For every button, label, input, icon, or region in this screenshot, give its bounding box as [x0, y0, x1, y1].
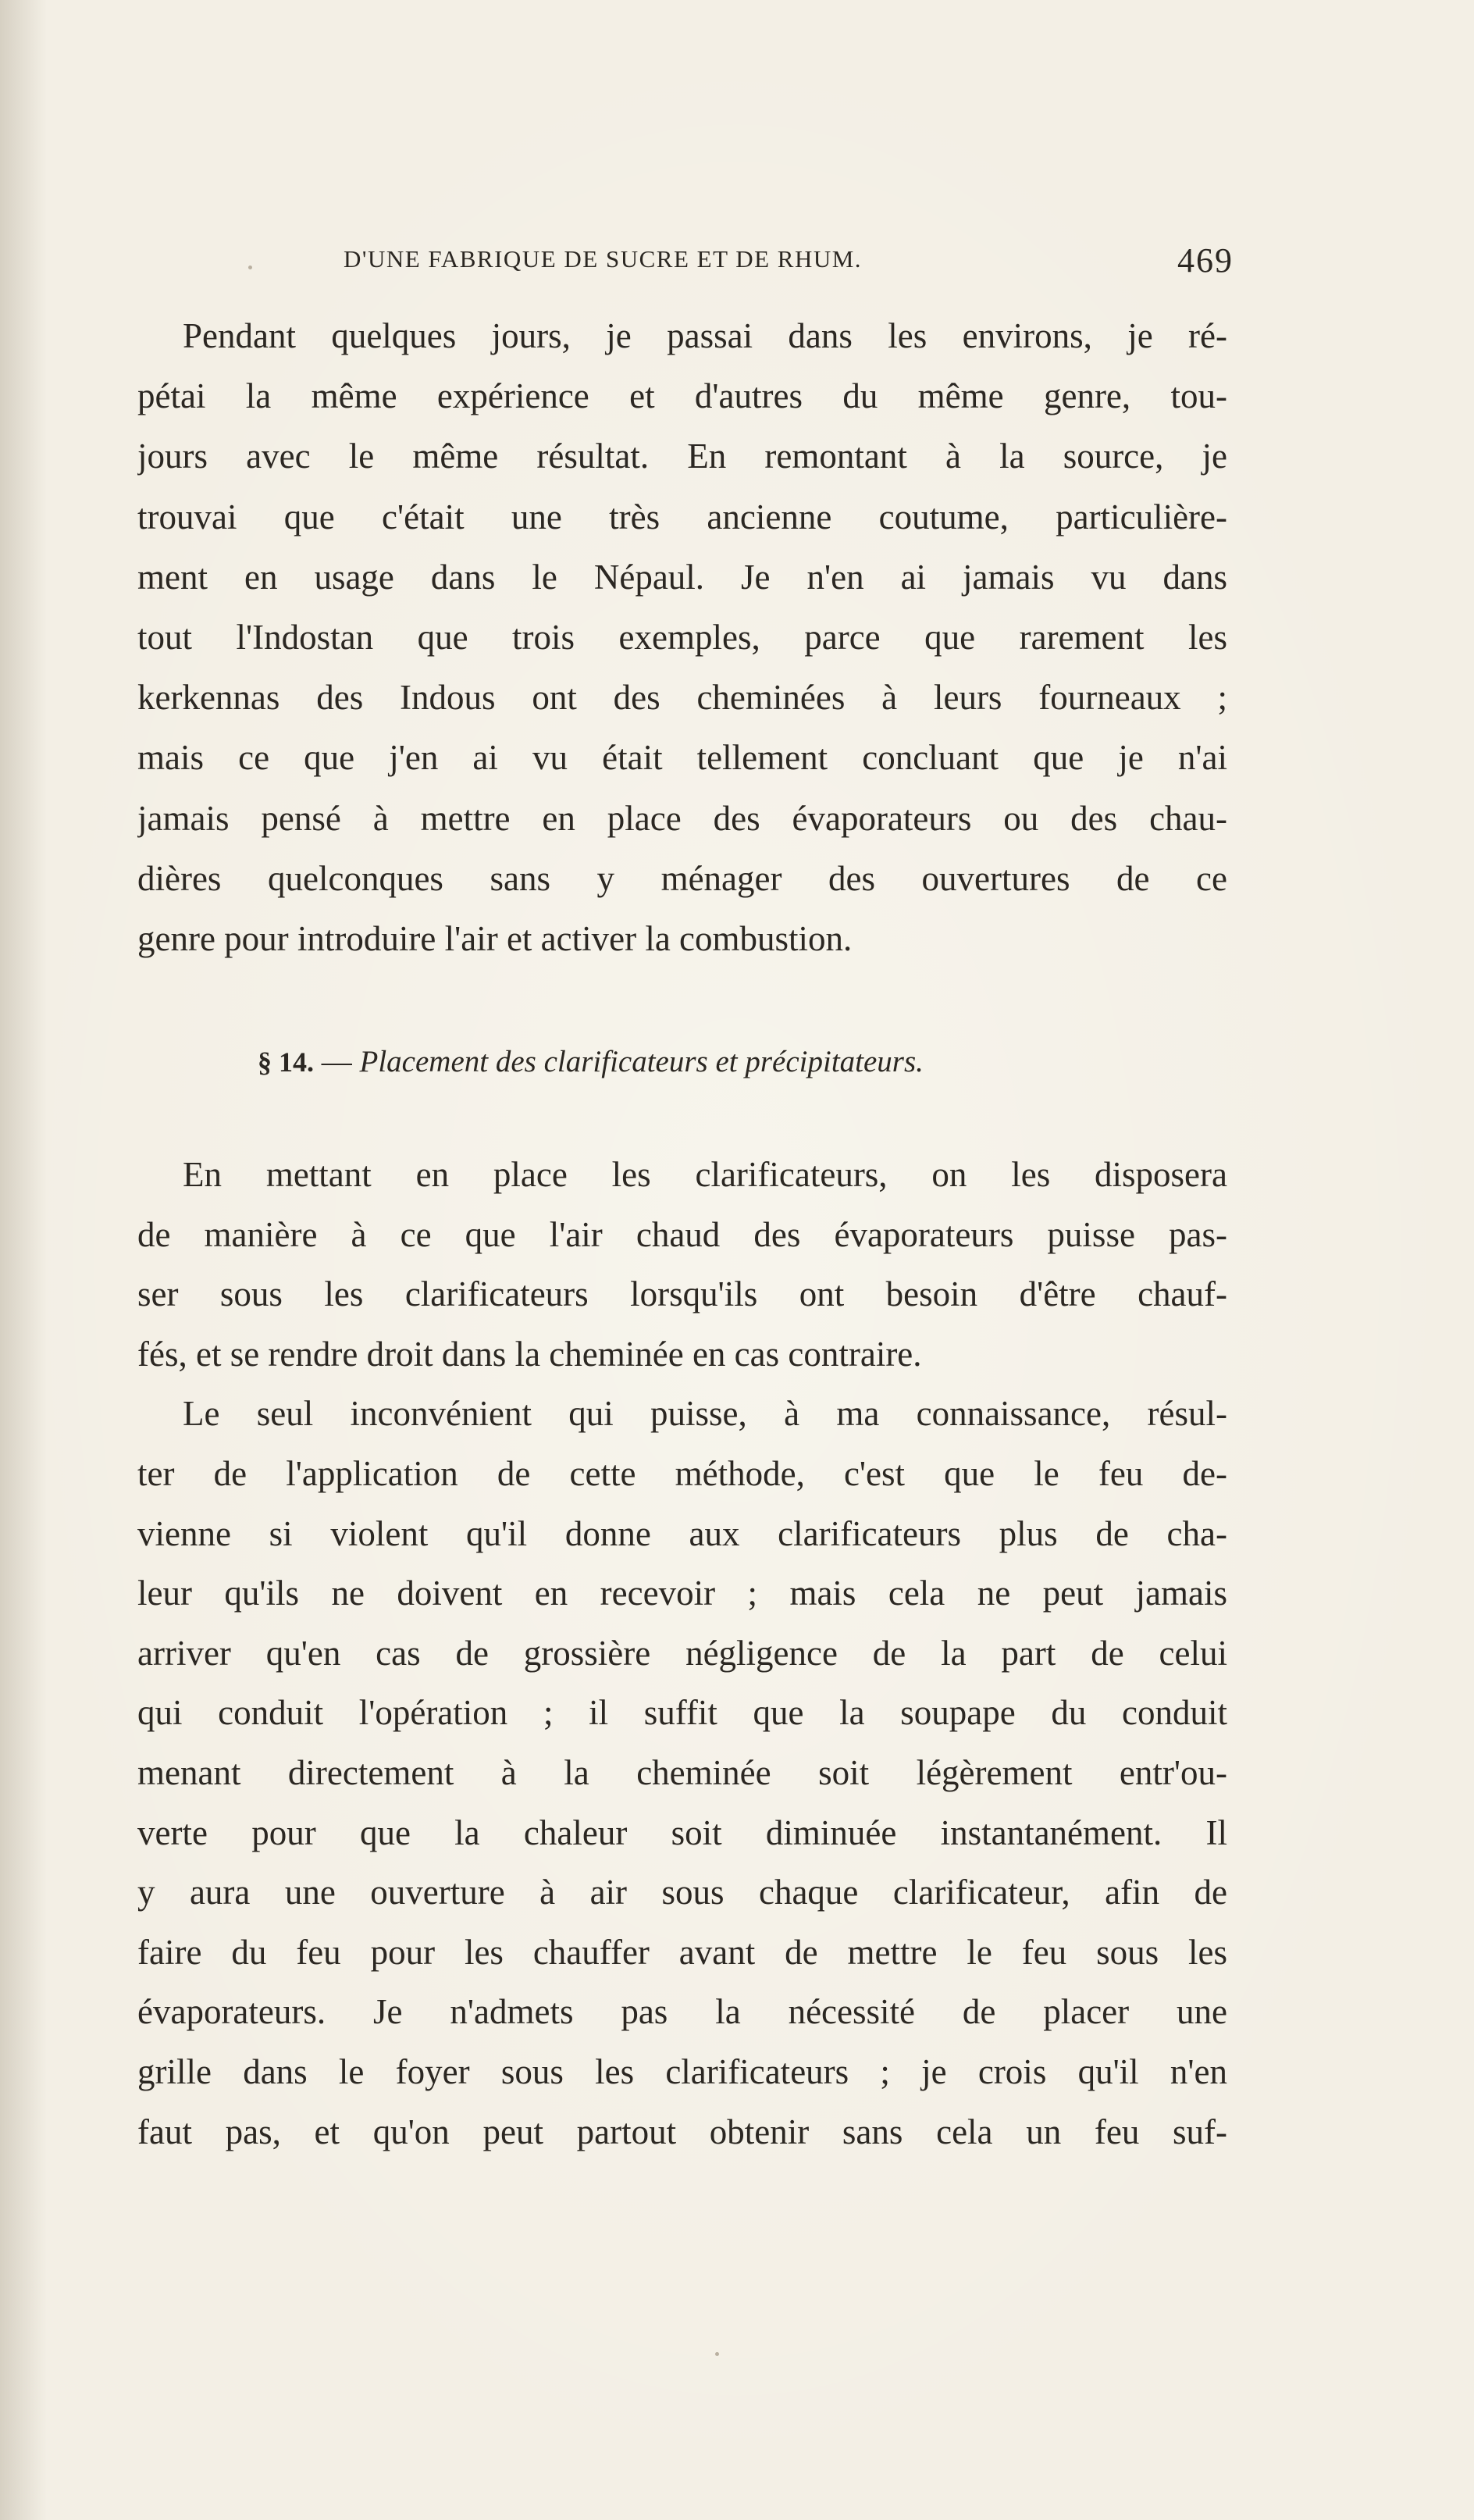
- text-line: y aura une ouverture à air sous chaque clarificateur, afin de: [137, 1873, 1227, 1912]
- text-line: trouvai que c'était une très ancienne coutume, particulière-: [137, 497, 1227, 536]
- text-line: genre pour introduire l'air et activer la combustion.: [137, 918, 853, 958]
- text-line: verte pour que la chaleur soit diminuée instantanément. Il: [137, 1812, 1227, 1852]
- text-line: Pendant quelques jours, je passai dans les environs, je ré-: [183, 316, 1227, 355]
- text-line: jamais pensé à mettre en place des évaporateurs ou des chau-: [137, 798, 1227, 838]
- paragraph-1: [137, 306, 1227, 969]
- text-line: de manière à ce que l'air chaud des évaporateurs puisse pas-: [137, 1214, 1227, 1254]
- text-line: grille dans le foyer sous les clarificateurs ; je crois qu'il n'en: [137, 2051, 1227, 2091]
- text-line: En mettant en place les clarificateurs, on les disposera: [183, 1155, 1227, 1194]
- page-number: 469: [1177, 241, 1234, 280]
- paper-speck: [715, 2352, 719, 2356]
- text-line: jours avec le même résultat. En remontant à la source, je: [137, 437, 1227, 476]
- text-line: menant directement à la cheminée soit légèrement entr'ou-: [137, 1752, 1227, 1792]
- text-line: faire du feu pour les chauffer avant de mettre le feu sous les: [137, 1932, 1227, 1972]
- text-line: tout l'Indostan que trois exemples, parce que rarement les: [137, 617, 1227, 657]
- text-line: ment en usage dans le Népaul. Je n'en ai jamais vu dans: [137, 557, 1227, 597]
- text-line: pétai la même expérience et d'autres du même genre, tou-: [137, 376, 1227, 416]
- text-line: ter de l'application de cette méthode, c'est que le feu de-: [137, 1453, 1227, 1493]
- paragraphs-2-3: [137, 1145, 1227, 2162]
- text-line: vienne si violent qu'il donne aux clarificateurs plus de cha-: [137, 1513, 1227, 1553]
- section-dash: —: [321, 1045, 352, 1078]
- text-line: qui conduit l'opération ; il suffit que la soupape du conduit: [137, 1693, 1227, 1733]
- text-line: dières quelconques sans y ménager des ouvertures de ce: [137, 858, 1227, 898]
- text-line: fés, et se rendre droit dans la cheminée en cas contraire.: [137, 1334, 922, 1374]
- text-line: leur qu'ils ne doivent en recevoir ; mais cela ne peut jamais: [137, 1574, 1227, 1613]
- section-heading: [258, 1039, 1116, 1085]
- running-title: D'UNE FABRIQUE DE SUCRE ET DE RHUM.: [344, 245, 863, 273]
- running-head: [344, 241, 1234, 287]
- text-line: faut pas, et qu'on peut partout obtenir sans cela un feu suf-: [137, 2112, 1227, 2151]
- text-line: arriver qu'en cas de grossière négligence de la part de celui: [137, 1633, 1227, 1673]
- paper-speck: [248, 266, 252, 269]
- section-title: Placement des clarificateurs et précipitateurs.: [359, 1045, 924, 1078]
- text-line: Le seul inconvénient qui puisse, à ma connaissance, résul-: [183, 1394, 1227, 1434]
- text-line: kerkennas des Indous ont des cheminées à leurs fourneaux ;: [137, 678, 1227, 718]
- text-line: ser sous les clarificateurs lorsqu'ils ont besoin d'être chauf-: [137, 1274, 1227, 1314]
- gutter-shadow: [0, 0, 47, 2520]
- text-line: évaporateurs. Je n'admets pas la nécessité de placer une: [137, 1992, 1227, 2032]
- section-number: § 14.: [258, 1046, 314, 1078]
- text-line: mais ce que j'en ai vu était tellement concluant que je n'ai: [137, 738, 1227, 778]
